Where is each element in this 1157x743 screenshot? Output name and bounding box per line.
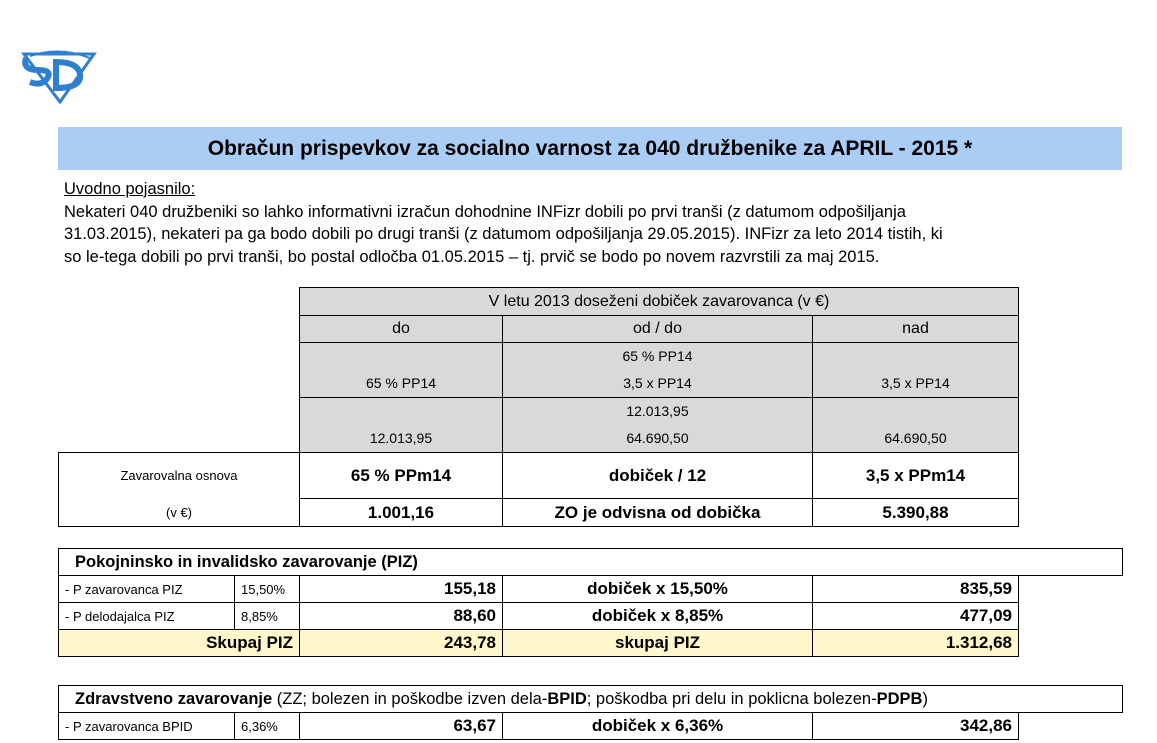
blank-cell	[1019, 576, 1123, 603]
zz-table	[58, 685, 1123, 740]
row-amount: 63,67	[300, 713, 503, 740]
row-amount: 155,18	[300, 576, 503, 603]
insurance-base-value-nad: 5.390,88	[813, 499, 1019, 527]
row-max: 477,09	[813, 603, 1019, 630]
profit-table-header: V letu 2013 doseženi dobiček zavarovanca (v €)	[300, 288, 1019, 316]
insurance-base-value-do: 1.001,16	[300, 499, 503, 527]
blank-cell	[59, 343, 300, 398]
intro-heading: Uvodno pojasnilo:	[64, 180, 196, 198]
band-nad-value: 64.690,50	[813, 398, 1019, 453]
intro-text	[64, 178, 1134, 268]
blank-cell	[59, 398, 300, 453]
intro-line: 31.03.2015), nekateri pa ga bodo dobili po drugi tranši (z datumom odpošiljanja 29.05.2015). INFizr za leto 2014 tistih, ki	[64, 225, 943, 243]
band-do-value: 12.013,95	[300, 398, 503, 453]
piz-table	[58, 548, 1123, 657]
piz-heading: Pokojninsko in invalidsko zavarovanje (PIZ)	[59, 549, 1123, 576]
row-formula: dobiček x 6,36%	[503, 713, 813, 740]
band-od-do-formula: 65 % PP14 3,5 x PP14	[503, 343, 813, 398]
col-header-od-do: od / do	[503, 316, 813, 343]
sum-max: 1.312,68	[813, 630, 1019, 657]
band-od-do-value: 12.013,95 64.690,50	[503, 398, 813, 453]
blank-cell	[1019, 603, 1123, 630]
row-rate: 8,85%	[235, 603, 300, 630]
band-do-formula: 65 % PP14	[300, 343, 503, 398]
blank-cell	[1019, 713, 1123, 740]
blank-cell	[1019, 630, 1123, 657]
blank-cell	[59, 288, 300, 316]
row-rate: 15,50%	[235, 576, 300, 603]
insurance-base-od-do: dobiček / 12	[503, 453, 813, 499]
row-formula: dobiček x 8,85%	[503, 603, 813, 630]
table-row	[59, 713, 1123, 740]
sum-amount: 243,78	[300, 630, 503, 657]
insurance-base-label: Zavarovalna osnova	[59, 453, 300, 499]
table-row	[59, 576, 1123, 603]
row-formula: dobiček x 15,50%	[503, 576, 813, 603]
sum-label: Skupaj PIZ	[59, 630, 300, 657]
intro-line: Nekateri 040 družbeniki so lahko informativni izračun dohodnine INFizr dobili po prvi tranši (z datumom odpošiljanja	[64, 202, 906, 221]
row-label: - P delodajalca PIZ	[59, 603, 235, 630]
insurance-base-nad: 3,5 x PPm14	[813, 453, 1019, 499]
row-rate: 6,36%	[235, 713, 300, 740]
zz-heading: Zdravstveno zavarovanje (ZZ; bolezen in poškodbe izven dela-BPID; poškodba pri delu in poklicna bolezen-PDPB)	[59, 686, 1123, 713]
band-nad-formula: 3,5 x PP14	[813, 343, 1019, 398]
sum-row	[59, 630, 1123, 657]
insurance-base-value-od-do: ZO je odvisna od dobička	[503, 499, 813, 527]
page-title: Obračun prispevkov za socialno varnost za 040 družbenike za APRIL - 2015 *	[58, 127, 1122, 170]
insurance-base-unit: (v €)	[59, 499, 300, 527]
profit-bands-table	[58, 287, 1019, 527]
blank-cell	[59, 316, 300, 343]
intro-line: so le-tega dobili po prvi tranši, bo postal odločba 01.05.2015 – tj. prvič se bodo po novem razvrstili za maj 2015.	[64, 247, 880, 266]
row-amount: 88,60	[300, 603, 503, 630]
insurance-base-do: 65 % PPm14	[300, 453, 503, 499]
row-max: 835,59	[813, 576, 1019, 603]
col-header-do: do	[300, 316, 503, 343]
sum-formula: skupaj PIZ	[503, 630, 813, 657]
row-label: - P zavarovanca BPID	[59, 713, 235, 740]
row-max: 342,86	[813, 713, 1019, 740]
sd-shield-logo-icon	[20, 48, 98, 106]
col-header-nad: nad	[813, 316, 1019, 343]
row-label: - P zavarovanca PIZ	[59, 576, 235, 603]
table-row	[59, 603, 1123, 630]
